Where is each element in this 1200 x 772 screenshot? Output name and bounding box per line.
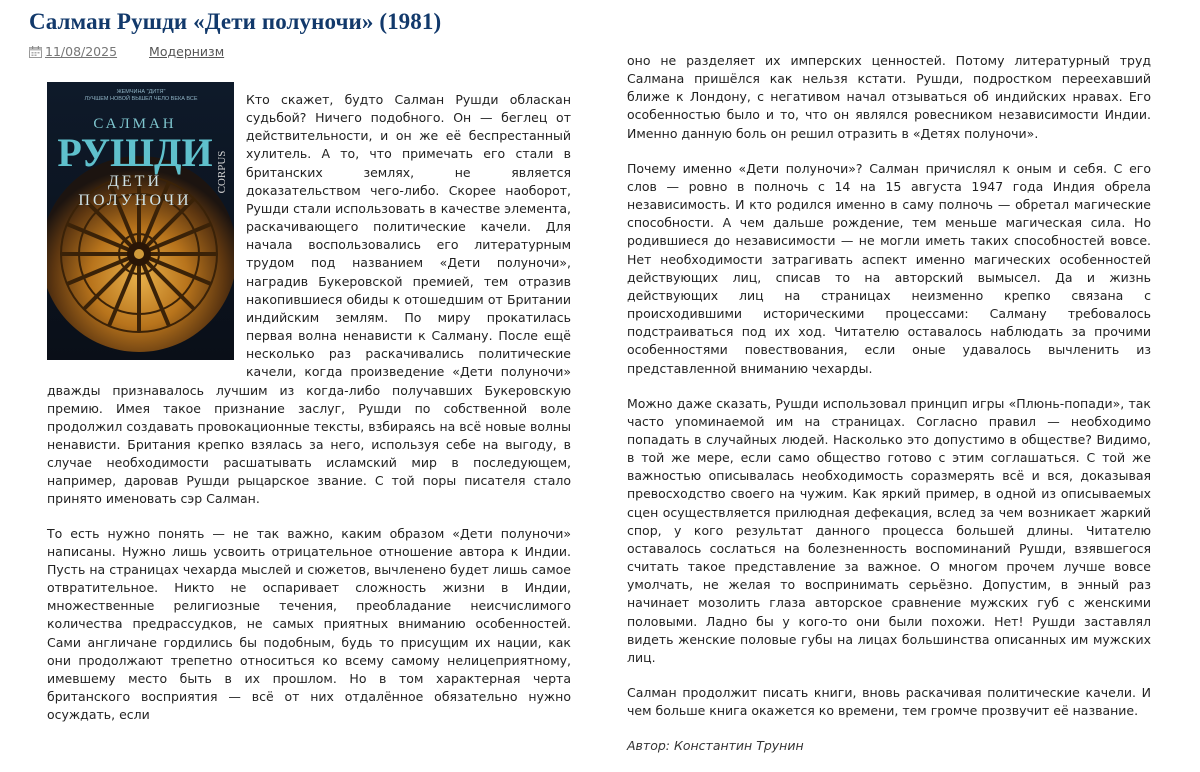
svg-text:ЛУЧШЕМ НОВОЙ ВЫШЕЛ ЧЕЛО ВЕКА В: ЛУЧШЕМ НОВОЙ ВЫШЕЛ ЧЕЛО ВЕКА ВСЕ (84, 96, 198, 102)
article-title[interactable]: Салман Рушди «Дети полуночи» (1981) (29, 9, 442, 34)
article-meta (29, 44, 224, 59)
book-cover-image (47, 82, 234, 360)
paragraph: То есть нужно понять — не так важно, каким образом «Дети полуночи» написаны. Нужно лишь усвоить отрицательное отношение автора к Индии. Пусть на страницах чехарда мыслей и сюжетов, вычленено будет лишь самое отвратительное. Никто не оспаривает сложность жизни в Индии, множественные религиозные течения, преобладание неисчислимого количества предрассудков, не самых приятных вниманию особенностей. Сами англичане гордились бы подобным, будь то присущим их нации, как они продолжают трепетно относиться ко всему самому нелицеприятному, имевшему место быть в их прошлом. Но в том характерная черта британского восприятия — всё от них отдалённое обязательно нужно осуждать, если (47, 525, 571, 723)
svg-text:РУШДИ: РУШДИ (57, 130, 213, 175)
svg-text:САЛМАН: САЛМАН (93, 116, 177, 132)
paragraph: Кто скажет, будто Салман Рушди обласкан судьбой? Ничего подобного. Он — беглец от действительности, и он же её беспрестанный хулитель. А то, что примечать его стали в британских землях, не является доказательством чего-либо. Скорее наоборот, Рушди стали использовать в качестве элемента, раскачивающего политические качели. Для начала воспользовались его литературным трудом под названием «Дети полуночи», наградив Букеровской премией, тем отразив накопившиеся обиды к отошедшим от Британии индийским землям. По миру прокатилась первая волна ненависти к Салману. После ещё несколько раз раскачивались политические качели, когда произведение «Дети полуночи» дважды признавалось лучшим из когда-либо получавших Букеровскую премию. Имея такое признание заслуг, Рушди по собственной воле продолжил создавать провокационные тексты, взбираясь на всё новые волны ненависти. Британия крепко взялась за него, используя себе на выгоду, в случае необходимости расшатывать исламский мир в последующем, например, даровав Рушди рыцарское звание. С той поры писателя стало принято именовать сэр Салман. (47, 92, 571, 507)
right-column (627, 52, 1151, 772)
paragraph: Можно даже сказать, Рушди использовал принцип игры «Плюнь-попади», так часто упоминаемой им на страницах. Согласно правил — необходимо попадать в случайных людей. Насколько это допустимо в обществе? Видимо, в той же мере, если само общество готово с этим соглашаться. С той же важностью описывалась необходимость соразмерять всё и вся, доказывая превосходство своего на чужим. Как яркий пример, в одной из описываемых сцен осуществляется прилюдная дефекация, вслед за чем возникает жаркий спор, у кого результат данного процесса большей длины. Читателю оставалось сослаться на болезненность воспоминаний Рушди, взявшегося считать такое представление за важное. О многом прочем лучше вовсе умолчать, не желая то воспринимать серьёзно. Допустим, в энный раз начинает мозолить глаза авторское сравнение мужских губ с женскими половыми. Ладно бы у кого-то они были похожи. Нет! Рушди заставлял видеть женские половые губы на лицах большинства описанных им мужских лиц. (627, 395, 1151, 665)
author-signature: Автор: Константин Трунин (627, 738, 804, 754)
paragraph: Почему именно «Дети полуночи»? Салман причислял к оным и себя. С его слов — ровно в полночь с 14 на 15 августа 1947 года Индия обрела независимость. И кто родился именно в саму полночь — обретал магические способности. А чем дальше рождение, тем меньше магическая сила. Но родившиеся до независимости — не могли иметь таких способностей вовсе. Нет необходимости затрагивать аспект именно магических особенностей действующих лиц, списав то на авторский вымысел. Да и жизнь действующих лиц на страницах неизменно крепко связана с происходившими историческими процессами: Салману требовалось подстраиваться под их ход. Читателю оставалось наблюдать за прочими особенностями повествования, если оные удавалось вычленить из представленной вниманию чехарды. (627, 160, 1151, 376)
post-date-link[interactable]: 11/08/2025 (45, 44, 118, 59)
svg-text:ЖЕМЧИНА "ДИТЯ": ЖЕМЧИНА "ДИТЯ" (116, 89, 166, 95)
svg-text:ПОЛУНОЧИ: ПОЛУНОЧИ (78, 192, 192, 209)
category-link[interactable]: Модернизм (149, 44, 225, 59)
svg-text:ДЕТИ: ДЕТИ (107, 173, 163, 190)
svg-text:CORPUS: CORPUS (216, 150, 228, 194)
paragraph: оно не разделяет их имперских ценностей. Потому литературный труд Салмана пришёлся как нельзя кстати. Рушди, подростком переехавший ближе к Лондону, с негативом начал отзываться об индийских нравах. Его особенностью было и то, что он являлся ровесником независимости Индии. Именно данную боль он решил отразить в «Детях полуночи». (627, 53, 1151, 141)
left-column (47, 91, 571, 740)
paragraph: Салман продолжит писать книги, вновь раскачивая политические качели. И чем больше книга окажется ко времени, тем громче прозвучит её название. (627, 685, 1151, 719)
calendar-icon (29, 46, 42, 58)
